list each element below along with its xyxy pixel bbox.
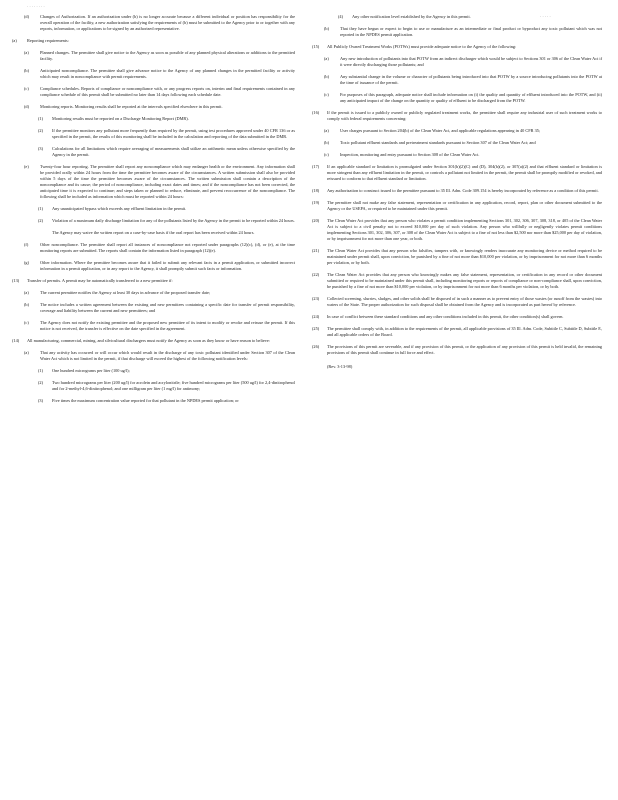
- paragraph-text: User charges pursuant to Section 204(b) of the Clean Water Act, and applicable regulations appearing in 40 CFR 35;: [340, 128, 541, 133]
- paragraph-text: Two hundred micrograms per liter (200 ug/l) for acrolein and acrylonitrile; five hundred micrograms per liter (500 ug/l) for 2,4-dinitrophenol and for 2-methyl-4,6-dinitrophenol; and one milligram per liter (1 mg/l) for antimony;: [52, 380, 295, 391]
- paragraph-number: (b): [24, 68, 30, 73]
- paragraph-text: Twenty-four hour reporting. The permittee shall report any noncompliance which may endanger health or the environment. Any information shall be provided orally within 24 hours from the time the permittee becomes aware of the circumstances. A written submission shall also be provided within 5 days of the time the permittee becomes aware of the circumstances. The written submission shall contain a description of the noncompliance and its cause; the period of noncompliance, including exact dates and times; and if the noncompliance has not been corrected, the anticipated time it is expected to continue; and steps taken or planned to reduce, eliminate, and prevent reoccurrence of the noncompliance. The following shall be included as information which must be reported within 24 hours:: [40, 164, 295, 199]
- paragraph-text: The Clean Water Act provides that any person who violates a permit condition implementing Sections 301, 302, 306, 307, 308, 318, or 405 of the Clean Water Act is subject to a civil penalty not to exceed $10,000 per day of such violation. Any person who willfully or negligently violates permit conditions implementing Sections 301, 302, 306, 307, or 308 of the Clean Water Act is subject to a fine of not less than $2,500 nor more than $25,000 per day of violation, or by imprisonment for not more than one year, or both.: [327, 218, 602, 241]
- paragraph-number: (a): [324, 128, 329, 133]
- paragraph: [12, 86, 295, 98]
- paragraph: [12, 368, 295, 374]
- paragraph-text: Any other notification level established by the Agency in this permit.: [352, 14, 471, 19]
- paragraph: [12, 278, 295, 284]
- paragraph-number: (2): [38, 380, 44, 385]
- paragraph-number: (14): [12, 338, 20, 343]
- paragraph: [12, 14, 295, 32]
- paragraph-number: (1): [38, 368, 44, 373]
- paragraph-text: Toxic pollutant effluent standards and pretreatment standards pursuant to Section 307 of the Clean Water Act; and: [340, 140, 536, 145]
- paragraph-text: Monitoring reports. Monitoring results shall be reported at the intervals specified elsewhere in this permit.: [40, 104, 223, 109]
- paragraph-text: One hundred micrograms per liter (100 ug/l);: [52, 368, 130, 373]
- paragraph-text: The permittee shall comply with, in addition to the requirements of the permit, all applicable provisions of 35 Ill. Adm. Code, Subtitle C, Subtitle D, Subtitle E, and all applicable orders of the Board.: [327, 326, 602, 337]
- paragraph-text: Any new introduction of pollutants into that POTW from an indirect discharger which would be subject to Sections 301 or 306 of the Clean Water Act if it were directly discharging those pollutants; and: [340, 56, 602, 67]
- paragraph-text: Changes of Authorization. If an authorization under (b) is no longer accurate because a different individual or position has responsibility for the overall operation of the facility, a new authorization satisfying the requirements of (b) must be submitted to the Agency prior to or together with any reports, information, or applications to be signed by an authorized representative.: [40, 14, 295, 31]
- paragraph-text: Transfer of permits. A permit may be automatically transferred to a new permittee if:: [27, 278, 173, 283]
- paragraph-text: The provisions of this permit are severable, and if any provision of this permit, or the application of any provision of this permit is held invalid, the remaining provisions of this permit shall continue in full force and effect.: [327, 344, 602, 355]
- paragraph: [312, 128, 602, 134]
- paragraph-text: That they have begun or expect to begin to use or manufacture as an intermediate or final product or byproduct any toxic pollutant which was not reported in the NPDES permit application.: [340, 26, 602, 37]
- paragraph-text: The current permittee notifies the Agency at least 30 days in advance of the proposed transfer date;: [40, 290, 211, 295]
- paragraph-text: In case of conflict between these standard conditions and any other conditions included in this permit, the other condition(s) shall govern.: [327, 314, 564, 319]
- paragraph: [12, 302, 295, 314]
- paragraph: [12, 338, 295, 344]
- paragraph: [12, 164, 295, 200]
- paragraph-number: (b): [24, 302, 30, 307]
- paragraph-number: (22): [312, 272, 320, 277]
- paragraph: [312, 218, 602, 242]
- paragraph: [12, 68, 295, 80]
- paragraph-number: (21): [312, 248, 320, 253]
- paragraph-number: (d): [24, 14, 30, 19]
- paragraph-number: (c): [24, 320, 29, 325]
- paragraph: [312, 14, 602, 20]
- paragraph-number: (a): [24, 50, 29, 55]
- paragraph-number: (a): [24, 350, 29, 355]
- paragraph: [12, 230, 295, 236]
- paragraph: [12, 350, 295, 362]
- paragraph: [312, 110, 602, 122]
- paragraph-number: (b): [324, 26, 330, 31]
- paragraph-text: Anticipated noncompliance. The permittee shall give advance notice to the Agency of any planned changes in the permitted facility or activity which may result in noncompliance with permit requirements.: [40, 68, 295, 79]
- paragraph: [312, 92, 602, 104]
- paragraph-text: Any substantial change in the volume or character of pollutants being introduced into that POTW by a source introducing pollutants into the POTW at the time of issuance of the permit.: [340, 74, 602, 85]
- paragraph: [312, 248, 602, 266]
- paragraph-text: All manufacturing, commercial, mining, and silvicultural dischargers must notify the Agency as soon as they know or have reason to believe:: [27, 338, 270, 343]
- paragraph: [12, 50, 295, 62]
- paragraph-text: Other noncompliance. The permittee shall report all instances of noncompliance not reported under paragraphs (12)(c), (d), or (e), at the time monitoring reports are submitted. The reports shall contain the information listed in paragraph (12)(e).: [40, 242, 295, 253]
- paragraph: [312, 44, 602, 50]
- paragraph-text: Planned changes. The permittee shall give notice to the Agency as soon as possible of any planned physical alterations or additions to the permitted facility.: [40, 50, 295, 61]
- paragraph: [12, 146, 295, 158]
- paragraph-text: If the permit is issued to a publicly owned or publicly regulated treatment works, the permittee shall require any industrial user of such treatment works to comply with federal requirements concerning:: [327, 110, 602, 121]
- paragraph-text: The permittee shall not make any false statement, representation or certification in any application, record, report, plan or other document submitted to the Agency or the USEPA, or required to be maintained under this permit.: [327, 200, 602, 211]
- paragraph: [12, 398, 295, 404]
- paragraph-text: Inspection, monitoring and entry pursuant to Section 308 of the Clean Water Act.: [340, 152, 480, 157]
- paragraph: [312, 26, 602, 38]
- paragraph-text: Other information. Where the permittee becomes aware that it failed to submit any relevant facts in a permit application, or submitted incorrect information in a permit application, or in any report to the Agency, it shall promptly submit such facts or information.: [40, 260, 295, 271]
- left-column: [12, 14, 295, 410]
- paragraph-text: Reporting requirements:: [27, 38, 69, 43]
- paragraph: [12, 128, 295, 140]
- paragraph: [12, 320, 295, 332]
- paragraph: [312, 56, 602, 68]
- paragraph: [312, 326, 602, 338]
- paragraph-number: (26): [312, 344, 320, 349]
- paragraph-text: Violation of a maximum daily discharge limitation for any of the pollutants listed by the Agency in the permit to be reported within 24 hours.: [52, 218, 295, 223]
- paragraph: [12, 260, 295, 272]
- paragraph-text: The Clean Water Act provides that any person who knowingly makes any false statement, representation, or certification in any record or other document submitted or required to be maintained under this permit shall, including monitoring reports or reports of compliance or non-compliance shall, upon conviction, be punished by a fine of not more than $10,000 per violation, or by imprisonment for not more than 6 months per violation, or by both.: [327, 272, 602, 289]
- paragraph-number: (2): [38, 218, 44, 223]
- paragraph-number: (16): [312, 110, 320, 115]
- paragraph: [12, 116, 295, 122]
- right-column: [312, 14, 602, 370]
- paragraph-text: Any unanticipated bypass which exceeds any effluent limitation in the permit.: [52, 206, 187, 211]
- scan-mark: · · · · · · · ·: [27, 4, 45, 9]
- paragraph-text: Calculations for all limitations which require averaging of measurements shall utilize an arithmetic mean unless otherwise specified by the Agency in the permit.: [52, 146, 295, 157]
- paragraph-text: The Agency does not notify the existing permittee and the proposed new permittee of its intent to modify or revoke and reissue the permit. If this notice is not received, the transfer is effective on the date specified in the agreement.: [40, 320, 295, 331]
- paragraph-number: (a): [24, 290, 29, 295]
- paragraph-text: The Agency may waive the written report on a case-by-case basis if the oral report has been received within 24 hours.: [52, 230, 255, 235]
- paragraph: [312, 272, 602, 290]
- paragraph-number: (23): [312, 296, 320, 301]
- paragraph-number: (a): [324, 56, 329, 61]
- paragraph-number: (c): [324, 152, 329, 157]
- paragraph: [12, 218, 295, 224]
- paragraph-number: (17): [312, 164, 320, 169]
- paragraph: [312, 152, 602, 158]
- paragraph-number: (24): [312, 314, 320, 319]
- paragraph: [12, 290, 295, 296]
- paragraph-number: (d): [24, 104, 30, 109]
- paragraph-number: (3): [38, 398, 44, 403]
- paragraph-number: (b): [324, 140, 330, 145]
- paragraph-number: (18): [312, 188, 320, 193]
- paragraph-text: Monitoring results must be reported on a Discharge Monitoring Report (DMR).: [52, 116, 189, 121]
- paragraph-number: (2): [38, 128, 44, 133]
- paragraph-number: (13): [12, 278, 20, 283]
- paragraph-number: (f): [24, 242, 29, 247]
- paragraph-number: (a): [12, 38, 17, 43]
- paragraph-number: (1): [38, 116, 44, 121]
- paragraph-text: If the permittee monitors any pollutant more frequently than required by the permit, using test procedures approved under 40 CFR 136 or as specified in the permit, the results of this monitoring shall be included in the calculation and reporting of the data submitted in the DMR.: [52, 128, 295, 139]
- paragraph: [12, 380, 295, 392]
- paragraph: [312, 74, 602, 86]
- paragraph-text: Compliance schedules. Reports of compliance or noncompliance with, or any progress reports on, interim and final requirements contained in any compliance schedule of this permit shall be submitted no later than 14 days following each schedule date.: [40, 86, 295, 97]
- paragraph-number: (e): [24, 164, 29, 169]
- paragraph: [12, 38, 295, 44]
- paragraph-number: (c): [324, 92, 329, 97]
- paragraph: [312, 344, 602, 356]
- paragraph-text: Any authorization to construct issued to the permittee pursuant to 35 Ill. Adm. Code 309.154 is hereby incorporated by reference as a condition of this permit.: [327, 188, 599, 193]
- paragraph-number: (3): [38, 146, 44, 151]
- paragraph: [312, 188, 602, 194]
- paragraph-text: The notice includes a written agreement between the existing and new permittees containing a specific date for transfer of permit responsibility, coverage and liability between the current and new permittees; and: [40, 302, 295, 313]
- paragraph: [312, 140, 602, 146]
- paragraph-number: (b): [324, 74, 330, 79]
- paragraph: [12, 206, 295, 212]
- paragraph-number: (25): [312, 326, 320, 331]
- paragraph-number: (c): [24, 86, 29, 91]
- paragraph-text: All Publicly Owned Treatment Works (POTWs) must provide adequate notice to the Agency of the following:: [327, 44, 517, 49]
- paragraph-text: The Clean Water Act provides that any person who falsifies, tampers with, or knowingly renders inaccurate any monitoring device or method required to be maintained under permit shall, upon conviction, be punished by a fine of not more than $10,000 per violation, or by imprisonment for not more than 6 months per violation, or by both.: [327, 248, 602, 265]
- paragraph-text: Five times the maximum concentration value reported for that pollutant in the NPDES permit application; or: [52, 398, 239, 403]
- right-header-mark: · · · · ·: [540, 14, 551, 19]
- paragraph-number: (19): [312, 200, 320, 205]
- paragraph: [12, 242, 295, 254]
- paragraph-number: (15): [312, 44, 320, 49]
- paragraph-number: (1): [38, 206, 44, 211]
- paragraph: [312, 200, 602, 212]
- paragraph-text: Collected screening, slurries, sludges, and other solids shall be disposed of in such a manner as to prevent entry of those wastes (or runoff from the wastes) into waters of the State. The proper authorization for such disposal shall be obtained from the Agency and is incorporated as part hereof by reference.: [327, 296, 602, 307]
- paragraph: [12, 104, 295, 110]
- paragraph: [312, 164, 602, 182]
- paragraph-number: (4): [338, 14, 344, 19]
- paragraph-number: (20): [312, 218, 320, 223]
- paragraph: [312, 296, 602, 308]
- paragraph-number: (g): [24, 260, 30, 265]
- revision-date: (Rev. 3-13-98): [327, 364, 353, 369]
- paragraph: [312, 314, 602, 320]
- paragraph-text: For purposes of this paragraph, adequate notice shall include information on (i) the quality and quantity of effluent introduced into the POTW, and (ii) any anticipated impact of the change on the quantity or quality of effluent to be discharged from the POTW.: [340, 92, 602, 103]
- paragraph-text: If an applicable standard or limitation is promulgated under Section 301(b)(2)(C) and (D), 304(b)(2), or 307(a)(2) and that effluent standard or limitation is more stringent than any effluent limitation in the permit, or controls a pollutant not limited in the permit, the permit shall be promptly modified or revoked, and reissued to conform to that effluent standard or limitation.: [327, 164, 602, 181]
- paragraph-text: That any activity has occurred or will occur which would result in the discharge of any toxic pollutant identified under Section 307 of the Clean Water Act which is not limited in the permit, if that discharge will exceed the highest of the following notification levels:: [40, 350, 295, 361]
